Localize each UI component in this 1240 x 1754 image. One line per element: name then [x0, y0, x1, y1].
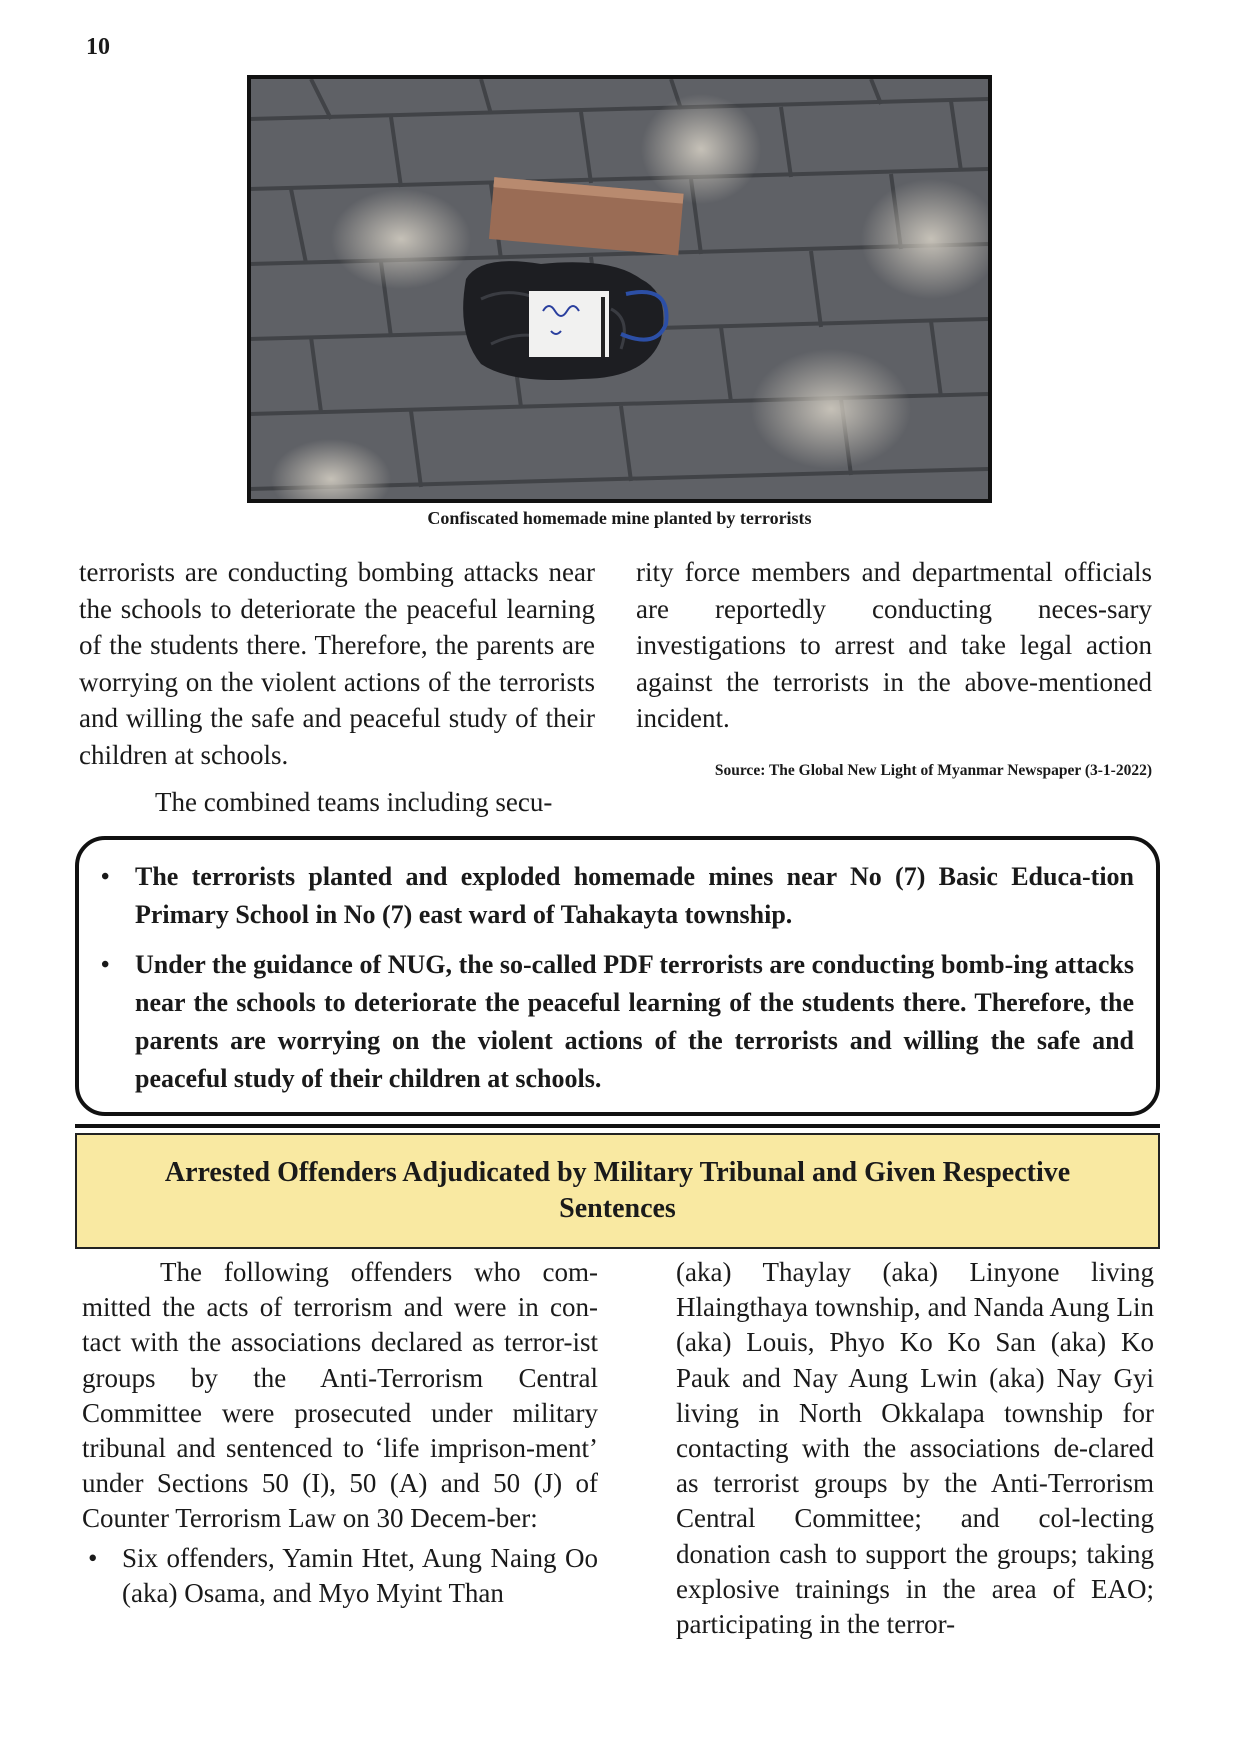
- photo-caption: Confiscated homemade mine planted by terrorists: [427, 508, 812, 528]
- mine-photo-illustration: [251, 79, 988, 499]
- article1-right-column: [636, 554, 1152, 790]
- article2-headline: Arrested Offenders Adjudicated by Military Tribunal and Given Respective Sentences: [164, 1157, 1071, 1224]
- article2-headline-box: [75, 1133, 1160, 1249]
- article1-left-para: The combined teams including secu-: [155, 786, 553, 817]
- article2-left-column: [82, 1255, 598, 1611]
- article1-left-column: [79, 554, 595, 820]
- section-divider: [75, 1124, 1160, 1128]
- article2-right-column: [676, 1255, 1154, 1642]
- article2-left-para: The following offenders who com-mitted the acts of terrorism and were in con-tact with the associations declared as terror-ist groups by the Anti-Terrorism Central Committee were prosecuted under military tribunal and sentenced to ‘life imprison-ment’ under Sections 50 (I), 50 (A) and 50 (J) of Counter Terrorism Law on 30 Decem-ber:: [82, 1257, 598, 1534]
- page-number: 10: [86, 34, 110, 60]
- article2-right-para: (aka) Thaylay (aka) Linyone living Hlaingthaya township, and Nanda Aung Lin (aka) Louis, Phyo Ko Ko San (aka) Ko Pauk and Nay Aung Lwin (aka) Nay Gyi living in North Okkalapa township for contacting with the associations de-clared as terrorist groups by the Anti-Terrorism Central Committee; and col-lecting donation cash to support the groups; taking explosive trainings in the area of EAO; participating in the terror-: [676, 1257, 1154, 1640]
- source-citation: Source: The Global New Light of Myanmar Newspaper (3-1-2022): [714, 761, 1152, 779]
- article1-left-para: terrorists are conducting bombing attacks near the schools to deteriorate the peaceful learning of the students there. Therefore, the parents are worrying on the violent actions of the terrorists and willing the safe and peaceful study of their children at schools.: [79, 557, 595, 770]
- highlight-callout-box: [75, 836, 1160, 1116]
- article1-right-para: rity force members and departmental officials are reportedly conducting neces-sary investigations to arrest and take legal action against the terrorists in the above-mentioned incident.: [636, 557, 1152, 734]
- callout-bullet: • Under the guidance of NUG, the so-called PDF terrorists are conducting bomb-ing attacks near the schools to deteriorate the peaceful learning of the students there. Therefore, the parents are worrying on the violent actions of the terrorists and willing the safe and peaceful study of their children at schools.: [97, 946, 1134, 1098]
- photo-confiscated-mine: [247, 75, 992, 503]
- article2-bullet: • Six offenders, Yamin Htet, Aung Naing Oo (aka) Osama, and Myo Myint Than: [82, 1541, 598, 1611]
- callout-bullet: • The terrorists planted and exploded homemade mines near No (7) Basic Educa-tion Primary School in No (7) east ward of Tahakayta township.: [97, 858, 1134, 934]
